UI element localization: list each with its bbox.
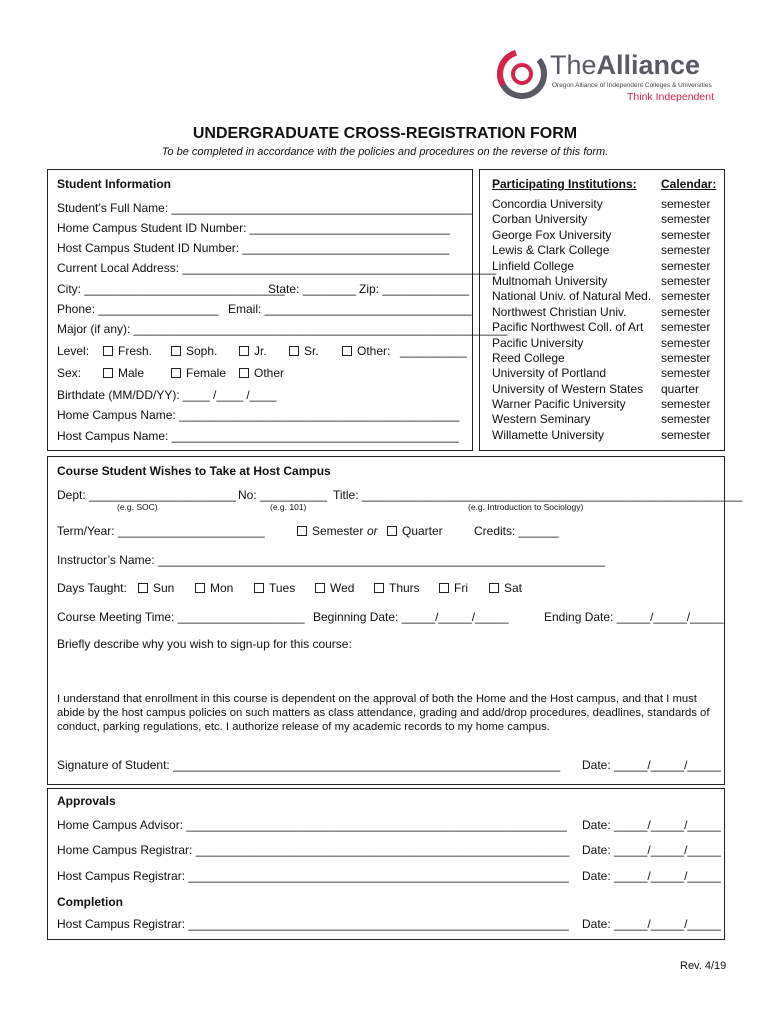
quarter-checkbox[interactable]	[387, 524, 443, 538]
birthdate-field[interactable]: Birthdate (MM/DD/YY): ____ /____ /____	[57, 388, 277, 402]
semester-checkbox[interactable]	[297, 524, 363, 538]
option-label: Quarter	[402, 524, 443, 538]
institution-name: Warner Pacific University	[492, 397, 626, 412]
host-registrar-field[interactable]: Host Campus Registrar: _________________________________________________________	[57, 869, 569, 883]
institution-name: University of Western States	[492, 381, 644, 396]
sex-label: Sex:	[57, 366, 82, 380]
institution-name: Willamette University	[492, 427, 605, 442]
institution-name: Northwest Christian Univ.	[492, 304, 627, 319]
logo-alliance: Alliance	[596, 50, 701, 80]
institution-name: Linfield College	[492, 258, 575, 273]
option-label: Mon	[210, 581, 234, 595]
host-id-field[interactable]: Host Campus Student ID Number: _______________________________	[57, 241, 450, 255]
home-id-field[interactable]: Home Campus Student ID Number: ______________________________	[57, 221, 450, 235]
option-label: Other:	[357, 344, 391, 358]
level-soph-checkbox[interactable]	[171, 344, 217, 358]
checkbox-icon	[103, 346, 113, 356]
option-label: Thurs	[389, 581, 420, 595]
checkbox-icon	[103, 368, 113, 378]
completion-header: Completion	[57, 895, 123, 909]
host-campus-field[interactable]: Host Campus Name: ___________________________________________	[57, 429, 459, 443]
option-label: Semester	[312, 524, 364, 538]
checkbox-icon	[239, 368, 249, 378]
checkbox-icon	[297, 526, 307, 536]
instructor-field[interactable]: Instructor’s Name: ___________________________________________________________________	[57, 553, 606, 567]
institution-calendar: semester	[661, 366, 711, 381]
institution-calendar: semester	[661, 304, 711, 319]
institution-calendar: semester	[661, 397, 711, 412]
option-label: Female	[186, 366, 227, 380]
institution-name: Pacific Northwest Coll. of Art	[492, 320, 644, 335]
home-advisor-field[interactable]: Home Campus Advisor: _________________________________________________________	[57, 818, 567, 832]
sex-female-checkbox[interactable]	[171, 366, 226, 380]
checkbox-icon	[171, 346, 181, 356]
calendar-header: Calendar:	[661, 177, 717, 191]
checkbox-icon	[374, 583, 384, 593]
institution-name: National Univ. of Natural Med.	[492, 289, 652, 304]
option-label: Sun	[153, 581, 175, 595]
option-label: Soph.	[186, 344, 218, 358]
agreement-line-3: conduct, parking regulations, etc. I authorize release of my academic records to my home campus.	[57, 721, 550, 733]
level-fresh-checkbox[interactable]	[103, 344, 152, 358]
checkbox-icon	[387, 526, 397, 536]
institution-calendar: semester	[661, 335, 711, 350]
institution-name: Pacific University	[492, 335, 584, 350]
agreement-line-1: I understand that enrollment in this course is dependent on the approval of both the Home and the Host campus, and that I must	[57, 693, 697, 705]
or-text: or	[367, 524, 378, 538]
institution-name: University of Portland	[492, 366, 607, 381]
institution-name: Western Seminary	[492, 412, 591, 427]
level-label: Level:	[57, 344, 90, 358]
page-title: UNDERGRADUATE CROSS-REGISTRATION FORM	[192, 125, 578, 142]
agreement-line-2: abide by the host campus policies on such matters as class attendance, grading and add/drop procedures, deadlines, standards of	[57, 707, 710, 719]
option-label: Male	[118, 366, 145, 380]
home-registrar-field[interactable]: Home Campus Registrar: ________________________________________________________	[57, 843, 570, 857]
zip-field[interactable]: Zip: _____________	[359, 282, 470, 296]
email-field[interactable]: Email: _______________________________	[228, 302, 472, 316]
level-other-checkbox[interactable]	[342, 344, 390, 358]
level-sr-checkbox[interactable]	[289, 344, 319, 358]
institution-name: Multnomah University	[492, 273, 608, 288]
describe-prompt[interactable]: Briefly describe why you wish to sign-up for this course:	[57, 637, 352, 651]
institutions-header: Participating Institutions:	[492, 177, 637, 191]
beginning-date-field[interactable]: Beginning Date: _____/_____/_____	[313, 610, 509, 624]
day-mon-checkbox[interactable]	[195, 581, 233, 595]
term-year-field[interactable]: Term/Year: ______________________	[57, 524, 265, 538]
checkbox-icon	[289, 346, 299, 356]
page-subtitle: To be completed in accordance with the policies and procedures on the reverse of this form.	[161, 146, 609, 158]
phone-field[interactable]: Phone: __________________	[57, 302, 219, 316]
approvals-header: Approvals	[57, 794, 116, 808]
dept-field[interactable]: Dept: ______________________	[57, 488, 236, 502]
institution-calendar: semester	[661, 258, 711, 273]
checkbox-icon	[439, 583, 449, 593]
completion-registrar-date[interactable]: Date: _____/_____/_____	[582, 917, 721, 931]
city-field[interactable]: City: ______________________________	[57, 282, 285, 296]
checkbox-icon	[195, 583, 205, 593]
day-sun-checkbox[interactable]	[138, 581, 174, 595]
day-sat-checkbox[interactable]	[489, 581, 522, 595]
student-date-field[interactable]: Date: _____/_____/_____	[582, 758, 721, 772]
alliance-logo	[494, 44, 729, 106]
course-number-hint: (e.g. 101)	[270, 502, 307, 512]
level-other-line[interactable]: __________	[400, 344, 467, 358]
option-label: Fresh.	[118, 344, 153, 358]
day-wed-checkbox[interactable]	[315, 581, 354, 595]
institution-calendar: semester	[661, 212, 711, 227]
option-label: Fri	[454, 581, 468, 595]
logo-subtitle: Oregon Alliance of Independent Colleges & Universities	[552, 82, 712, 89]
address-field[interactable]: Current Local Address: _______________________________________________	[57, 261, 497, 275]
institution-name: Corban University	[492, 212, 588, 227]
option-label: Jr.	[254, 344, 267, 358]
institution-name: George Fox University	[492, 227, 612, 242]
option-label: Sat	[504, 581, 523, 595]
home-advisor-date[interactable]: Date: _____/_____/_____	[582, 818, 721, 832]
checkbox-icon	[489, 583, 499, 593]
days-label: Days Taught:	[57, 581, 127, 595]
day-fri-checkbox[interactable]	[439, 581, 468, 595]
sex-other-checkbox[interactable]	[239, 366, 284, 380]
course-header: Course Student Wishes to Take at Host Campus	[57, 464, 331, 478]
full-name-field[interactable]: Student’s Full Name: _____________________________________________	[57, 201, 472, 215]
course-title-field[interactable]: Title: _________________________________________________________	[333, 488, 743, 502]
revision-label: Rev. 4/19	[680, 960, 727, 972]
meeting-time-field[interactable]: Course Meeting Time: ___________________	[57, 610, 305, 624]
logo-the: The	[550, 50, 597, 80]
student-info-header: Student Information	[57, 177, 171, 191]
home-registrar-date[interactable]: Date: _____/_____/_____	[582, 843, 721, 857]
institution-name: Reed College	[492, 350, 565, 365]
credits-field[interactable]: Credits: ______	[474, 524, 559, 538]
logo-tagline: Think Independent	[627, 91, 714, 103]
day-tues-checkbox[interactable]	[254, 581, 295, 595]
sex-male-checkbox[interactable]	[103, 366, 144, 380]
checkbox-icon	[254, 583, 264, 593]
institution-calendar: semester	[661, 243, 711, 258]
alliance-logo-mark-icon	[494, 46, 550, 102]
course-number-field[interactable]: No: __________	[238, 488, 327, 502]
calendar-list	[661, 197, 710, 443]
institution-calendar: semester	[661, 273, 711, 288]
ending-date-field[interactable]: Ending Date: _____/_____/_____	[544, 610, 724, 624]
level-jr-checkbox[interactable]	[239, 344, 267, 358]
day-thurs-checkbox[interactable]	[374, 581, 420, 595]
major-field[interactable]: Major (if any): ________________________________________________________	[57, 322, 508, 336]
institution-calendar: semester	[661, 320, 711, 335]
institution-name: Concordia University	[492, 197, 603, 211]
dept-hint: (e.g. SOC)	[117, 502, 158, 512]
option-label: Wed	[330, 581, 355, 595]
institution-name: Lewis & Clark College	[492, 243, 610, 258]
institution-calendar: quarter	[661, 381, 700, 396]
institution-calendar: semester	[661, 427, 711, 442]
checkbox-icon	[239, 346, 249, 356]
checkbox-icon	[315, 583, 325, 593]
institution-calendar: semester	[661, 227, 711, 242]
course-title-hint: (e.g. Introduction to Sociology)	[468, 502, 584, 512]
checkbox-icon	[342, 346, 352, 356]
institution-calendar: semester	[661, 289, 711, 304]
institution-calendar: semester	[661, 412, 711, 427]
institution-calendar: semester	[661, 197, 711, 211]
institutions-list	[492, 197, 651, 443]
host-registrar-date[interactable]: Date: _____/_____/_____	[582, 869, 721, 883]
option-label: Other	[254, 366, 285, 380]
institution-calendar: semester	[661, 350, 711, 365]
home-campus-field[interactable]: Home Campus Name: __________________________________________	[57, 408, 460, 422]
checkbox-icon	[138, 583, 148, 593]
state-field[interactable]: State: ________	[268, 282, 357, 296]
option-label: Tues	[269, 581, 296, 595]
checkbox-icon	[171, 368, 181, 378]
option-label: Sr.	[304, 344, 319, 358]
completion-registrar-field[interactable]: Host Campus Registrar: _________________________________________________________	[57, 917, 569, 931]
student-signature-field[interactable]: Signature of Student: __________________________________________________________	[57, 758, 561, 772]
